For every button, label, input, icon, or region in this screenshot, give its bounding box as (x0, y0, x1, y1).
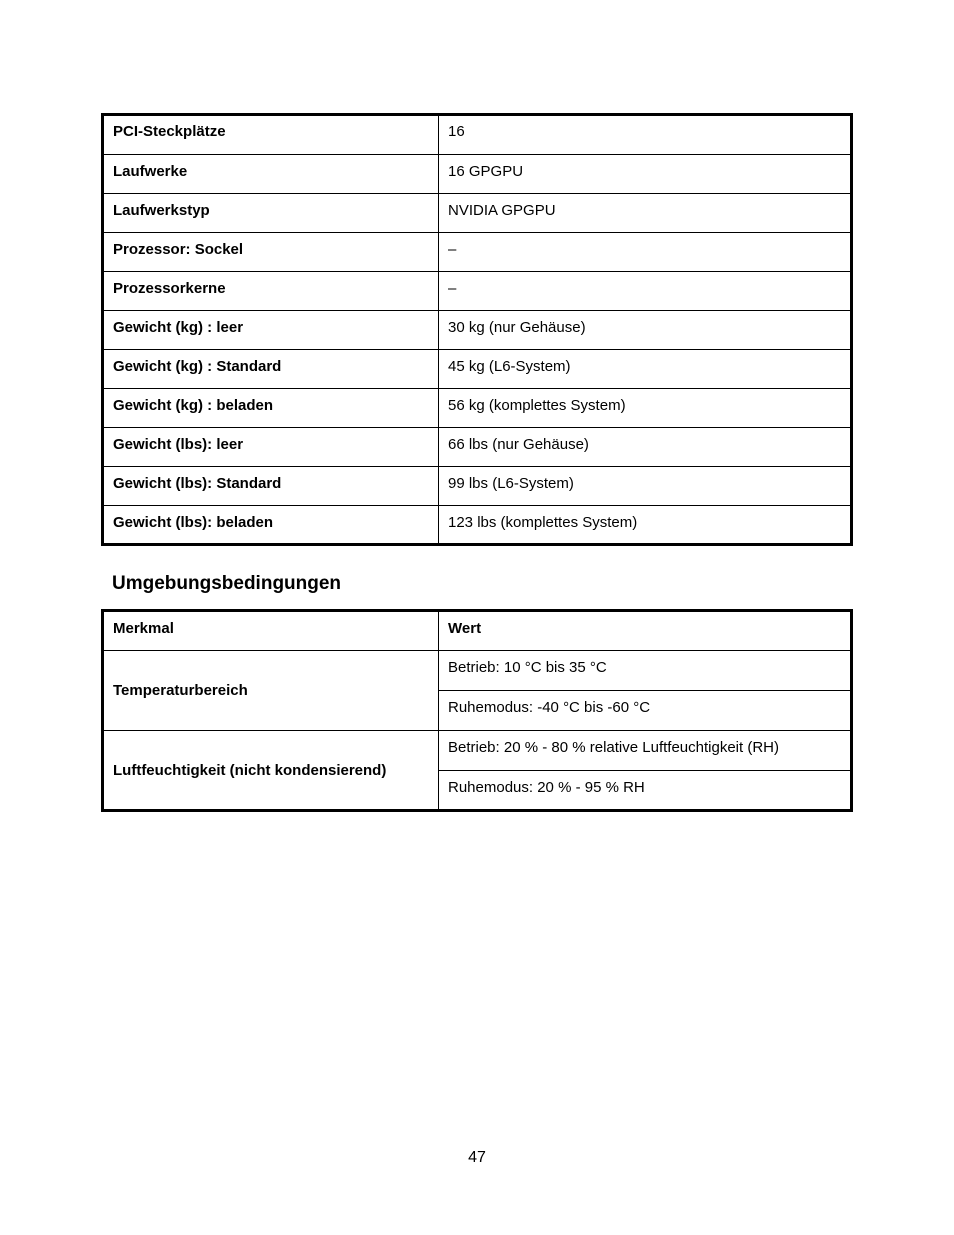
table-row (103, 350, 852, 389)
table-row (103, 467, 852, 506)
env-key: Temperaturbereich (103, 651, 439, 731)
table-row (103, 233, 852, 272)
environment-table (101, 609, 853, 812)
spec-value: 56 kg (komplettes System) (439, 389, 852, 428)
env-value: Ruhemodus: 20 % - 95 % RH (439, 771, 852, 811)
spec-value: – (439, 233, 852, 272)
table-row (103, 428, 852, 467)
spec-value: 66 lbs (nur Gehäuse) (439, 428, 852, 467)
spec-key: Laufwerke (103, 155, 439, 194)
spec-key: Laufwerkstyp (103, 194, 439, 233)
spec-key: Gewicht (kg) : leer (103, 311, 439, 350)
column-header-wert: Wert (439, 611, 852, 651)
table-row (103, 272, 852, 311)
table-row (103, 155, 852, 194)
env-value: Betrieb: 20 % - 80 % relative Luftfeuchtigkeit (RH) (439, 731, 852, 771)
spec-key: Gewicht (kg) : beladen (103, 389, 439, 428)
spec-value: 16 (439, 115, 852, 155)
spec-key: PCI-Steckplätze (103, 115, 439, 155)
spec-key: Prozessorkerne (103, 272, 439, 311)
spec-value: NVIDIA GPGPU (439, 194, 852, 233)
spec-value: – (439, 272, 852, 311)
table-header-row (103, 611, 852, 651)
spec-value: 45 kg (L6-System) (439, 350, 852, 389)
spec-key: Gewicht (lbs): leer (103, 428, 439, 467)
spec-value: 30 kg (nur Gehäuse) (439, 311, 852, 350)
env-value: Betrieb: 10 °C bis 35 °C (439, 651, 852, 691)
env-key: Luftfeuchtigkeit (nicht kondensierend) (103, 731, 439, 811)
spec-value: 16 GPGPU (439, 155, 852, 194)
spec-key: Gewicht (lbs): beladen (103, 506, 439, 545)
section-heading: Umgebungsbedingungen (112, 573, 342, 594)
column-header-merkmal: Merkmal (103, 611, 439, 651)
spec-key: Gewicht (kg) : Standard (103, 350, 439, 389)
table-row (103, 389, 852, 428)
table-row (103, 311, 852, 350)
specifications-table (101, 113, 853, 546)
table-row (103, 731, 852, 771)
table-row (103, 115, 852, 155)
spec-value: 123 lbs (komplettes System) (439, 506, 852, 545)
page-number: 47 (468, 1149, 486, 1166)
env-value: Ruhemodus: -40 °C bis -60 °C (439, 691, 852, 731)
table-row (103, 506, 852, 545)
table-row (103, 651, 852, 691)
spec-key: Prozessor: Sockel (103, 233, 439, 272)
table-row (103, 194, 852, 233)
spec-value: 99 lbs (L6-System) (439, 467, 852, 506)
spec-key: Gewicht (lbs): Standard (103, 467, 439, 506)
